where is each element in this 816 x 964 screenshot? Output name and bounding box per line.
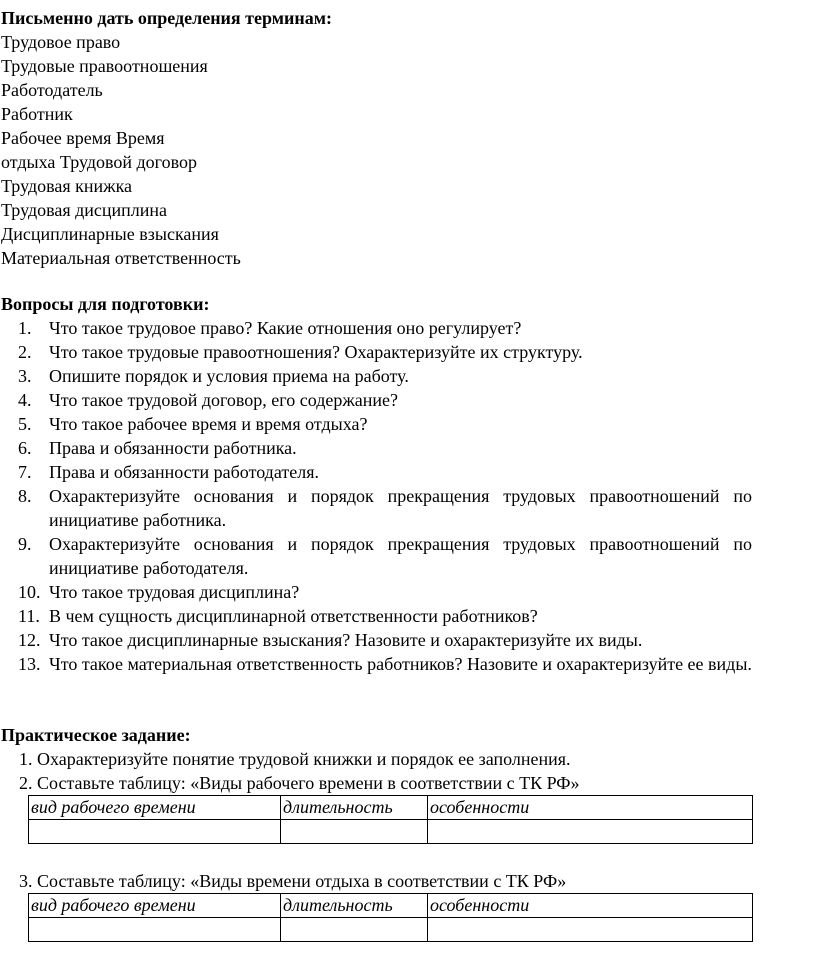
question-text: Права и обязанности работодателя. bbox=[49, 462, 319, 482]
question-number: 8. bbox=[18, 486, 32, 506]
question-item bbox=[0, 628, 752, 652]
question-text: В чем сущность дисциплинарной ответственности работников? bbox=[49, 606, 538, 626]
question-item bbox=[0, 412, 752, 436]
question-number: 10. bbox=[18, 582, 41, 602]
table-cell[interactable] bbox=[29, 918, 281, 942]
practical-heading: Практическое задание: bbox=[1, 725, 191, 745]
question-item bbox=[0, 580, 752, 604]
question-text: Опишите порядок и условия приема на работу. bbox=[49, 366, 409, 386]
table-cell[interactable] bbox=[281, 918, 428, 942]
question-number: 6. bbox=[18, 438, 32, 458]
question-text: Что такое трудовая дисциплина? bbox=[49, 582, 300, 602]
question-number: 12. bbox=[18, 630, 41, 650]
table-cell[interactable] bbox=[428, 820, 753, 844]
question-text: Что такое материальная ответственность работников? Назовите и охарактеризуйте ее виды. bbox=[49, 654, 752, 674]
table-row bbox=[29, 820, 753, 844]
question-item bbox=[0, 340, 752, 364]
table-cell[interactable] bbox=[281, 820, 428, 844]
term-line: отдыха Трудовой договор bbox=[1, 152, 197, 172]
table-header-row bbox=[29, 796, 753, 820]
question-text: Что такое дисциплинарные взыскания? Назовите и охарактеризуйте их виды. bbox=[49, 630, 643, 650]
question-number: 1. bbox=[18, 318, 32, 338]
question-number: 11. bbox=[18, 606, 40, 626]
question-text: Что такое трудовые правоотношения? Охарактеризуйте их структуру. bbox=[49, 342, 583, 362]
task-2-text: 2. Составьте таблицу: «Виды рабочего времени в соответствии с ТК РФ» bbox=[19, 773, 580, 793]
question-text: Охарактеризуйте основания и порядок прекращения трудовых правоотношений по инициативе работника. bbox=[49, 486, 752, 530]
question-number: 9. bbox=[18, 534, 32, 554]
question-item bbox=[0, 532, 752, 580]
term-line: Трудовая книжка bbox=[1, 176, 133, 196]
term-line: Работник bbox=[1, 104, 73, 124]
question-text: Что такое трудовой договор, его содержание? bbox=[49, 390, 399, 410]
questions-heading: Вопросы для подготовки: bbox=[1, 294, 210, 314]
question-item bbox=[0, 364, 752, 388]
table-row bbox=[29, 918, 753, 942]
questions-list bbox=[0, 316, 760, 676]
question-number: 3. bbox=[18, 366, 32, 386]
table-cell[interactable] bbox=[29, 820, 281, 844]
question-item bbox=[0, 436, 752, 460]
terms-list bbox=[1, 30, 241, 270]
table-header-cell: особенности bbox=[428, 894, 753, 918]
table-header-cell: длительность bbox=[281, 894, 428, 918]
question-item bbox=[0, 652, 752, 676]
term-line: Трудовое право bbox=[1, 32, 121, 52]
table-header-cell: вид рабочего времени bbox=[29, 894, 281, 918]
question-number: 7. bbox=[18, 462, 32, 482]
term-line: Рабочее время Время bbox=[1, 128, 165, 148]
question-number: 4. bbox=[18, 390, 32, 410]
rest-time-table bbox=[28, 893, 753, 942]
question-number: 2. bbox=[18, 342, 32, 362]
term-line: Дисциплинарные взыскания bbox=[1, 224, 219, 244]
working-time-table bbox=[28, 795, 753, 844]
term-line: Работодатель bbox=[1, 80, 103, 100]
question-item bbox=[0, 388, 752, 412]
table-cell[interactable] bbox=[428, 918, 753, 942]
task-1-text: 1. Охарактеризуйте понятие трудовой книжки и порядок ее заполнения. bbox=[19, 749, 571, 769]
term-line: Трудовые правоотношения bbox=[1, 56, 208, 76]
table-header-row bbox=[29, 894, 753, 918]
question-text: Охарактеризуйте основания и порядок прекращения трудовых правоотношений по инициативе работодателя. bbox=[49, 534, 752, 578]
question-number: 5. bbox=[18, 414, 32, 434]
term-line: Трудовая дисциплина bbox=[1, 200, 168, 220]
question-text: Что такое рабочее время и время отдыха? bbox=[49, 414, 368, 434]
question-item bbox=[0, 316, 752, 340]
question-item bbox=[0, 460, 752, 484]
table-header-cell: вид рабочего времени bbox=[29, 796, 281, 820]
term-line: Материальная ответственность bbox=[1, 248, 241, 268]
table-header-cell: особенности bbox=[428, 796, 753, 820]
question-item bbox=[0, 604, 752, 628]
question-text: Права и обязанности работника. bbox=[49, 438, 297, 458]
question-text: Что такое трудовое право? Какие отношения оно регулирует? bbox=[49, 318, 522, 338]
table-header-cell: длительность bbox=[281, 796, 428, 820]
question-number: 13. bbox=[18, 654, 41, 674]
task-3-text: 3. Составьте таблицу: «Виды времени отдыха в соответствии с ТК РФ» bbox=[19, 871, 567, 891]
question-item bbox=[0, 484, 752, 532]
terms-heading: Письменно дать определения терминам: bbox=[1, 8, 332, 28]
